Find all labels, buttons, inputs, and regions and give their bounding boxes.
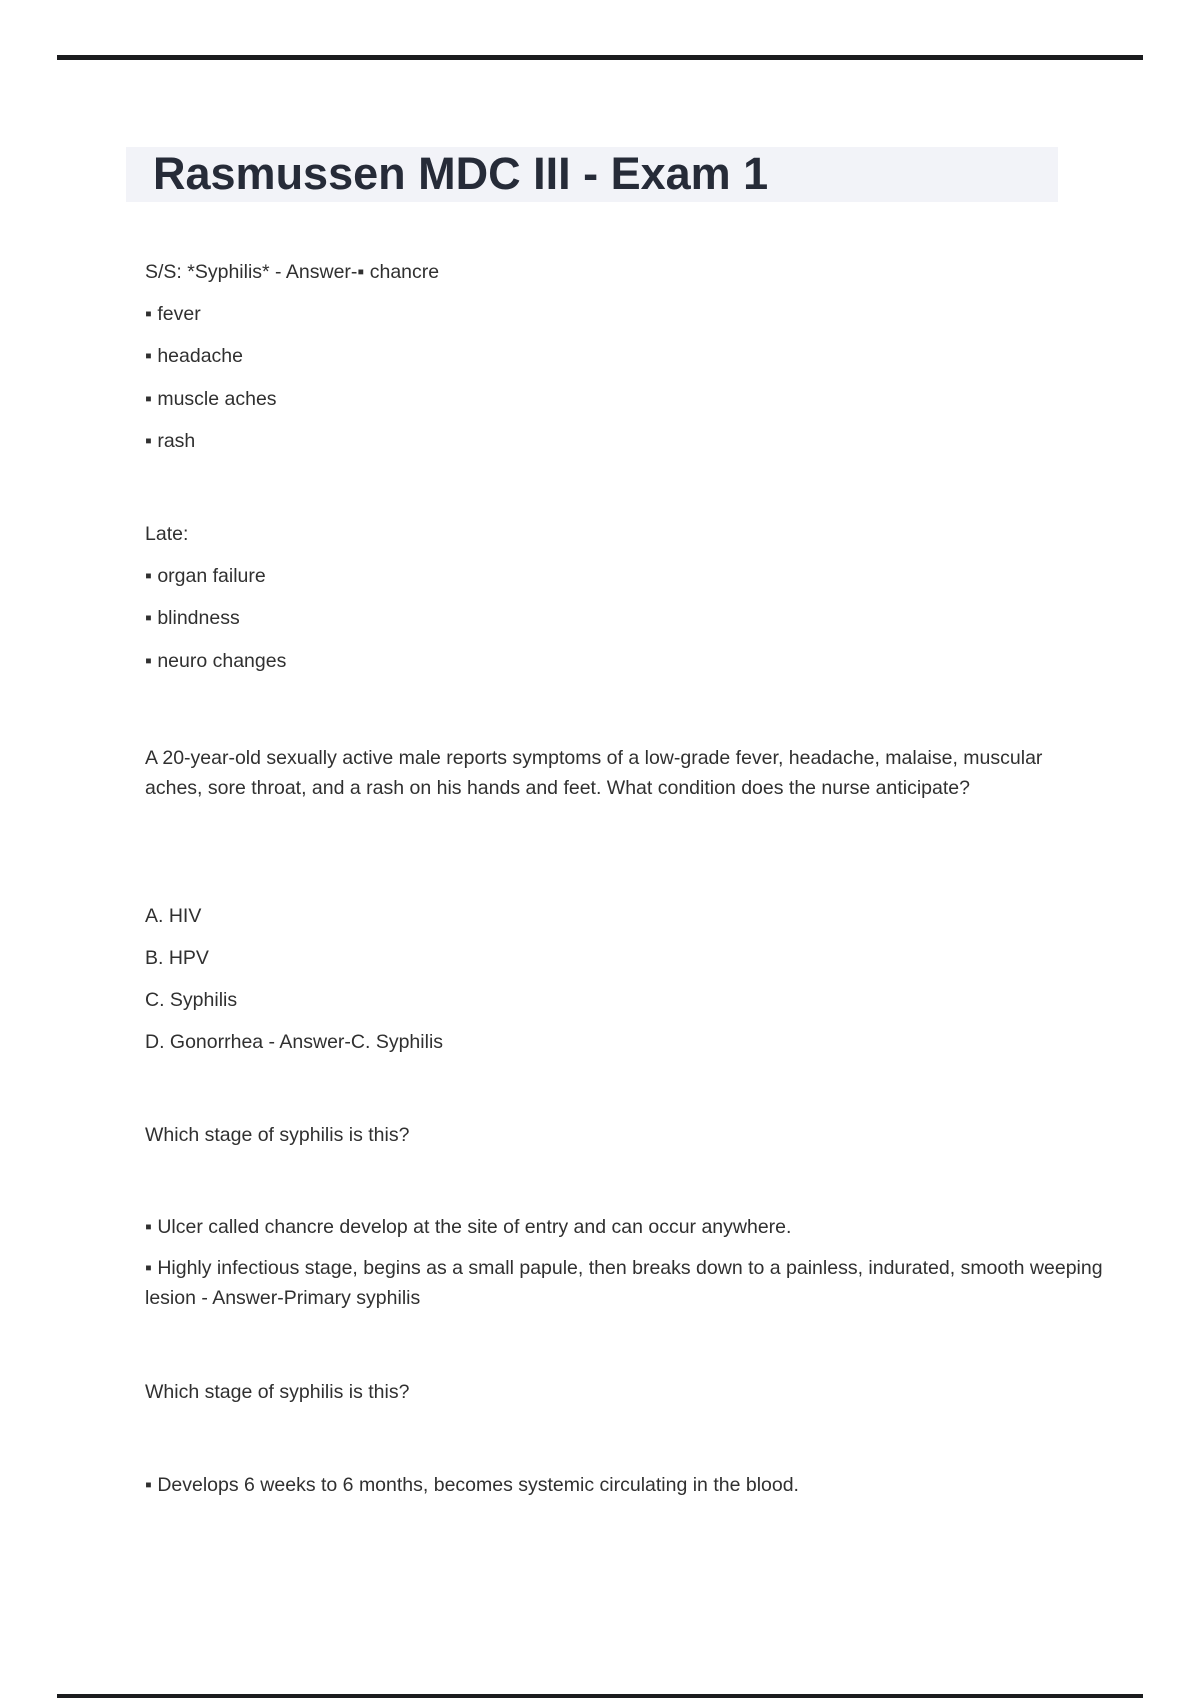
answer-option: B. HPV bbox=[145, 947, 209, 969]
answer-option: C. Syphilis bbox=[145, 989, 238, 1011]
bullet-item: ▪ Highly infectious stage, begins as a small papule, then breaks down to a painless, indurated, smooth weeping lesion - Answer-Primary syphilis bbox=[145, 1257, 1103, 1309]
late-label: Late: bbox=[145, 523, 189, 545]
bullet-item: ▪ organ failure bbox=[145, 565, 266, 587]
answer-option: A. HIV bbox=[145, 905, 202, 927]
stage-question: Which stage of syphilis is this? bbox=[145, 1381, 410, 1403]
bullet-item: ▪ fever bbox=[145, 303, 201, 325]
bullet-item: ▪ Ulcer called chancre develop at the site of entry and can occur anywhere. bbox=[145, 1216, 792, 1238]
bullet-item: ▪ headache bbox=[145, 345, 243, 367]
top-divider bbox=[57, 55, 1143, 60]
bullet-item: ▪ neuro changes bbox=[145, 650, 287, 672]
stage-question: Which stage of syphilis is this? bbox=[145, 1124, 410, 1146]
case-question: A 20-year-old sexually active male reports symptoms of a low-grade fever, headache, malaise, muscular aches, sore throat, and a rash on his hands and feet. What condition does the nurse anticipate? bbox=[145, 747, 1043, 799]
bullet-item: ▪ muscle aches bbox=[145, 388, 277, 410]
bottom-divider bbox=[57, 1694, 1143, 1698]
bullet-item: ▪ blindness bbox=[145, 607, 240, 629]
intro-line: S/S: *Syphilis* - Answer-▪ chancre bbox=[145, 261, 440, 283]
answer-option: D. Gonorrhea - Answer-C. Syphilis bbox=[145, 1031, 444, 1053]
bullet-item: ▪ Develops 6 weeks to 6 months, becomes systemic circulating in the blood. bbox=[145, 1474, 799, 1496]
bullet-item: ▪ rash bbox=[145, 430, 196, 452]
page-title: Rasmussen MDC III - Exam 1 bbox=[153, 148, 769, 199]
